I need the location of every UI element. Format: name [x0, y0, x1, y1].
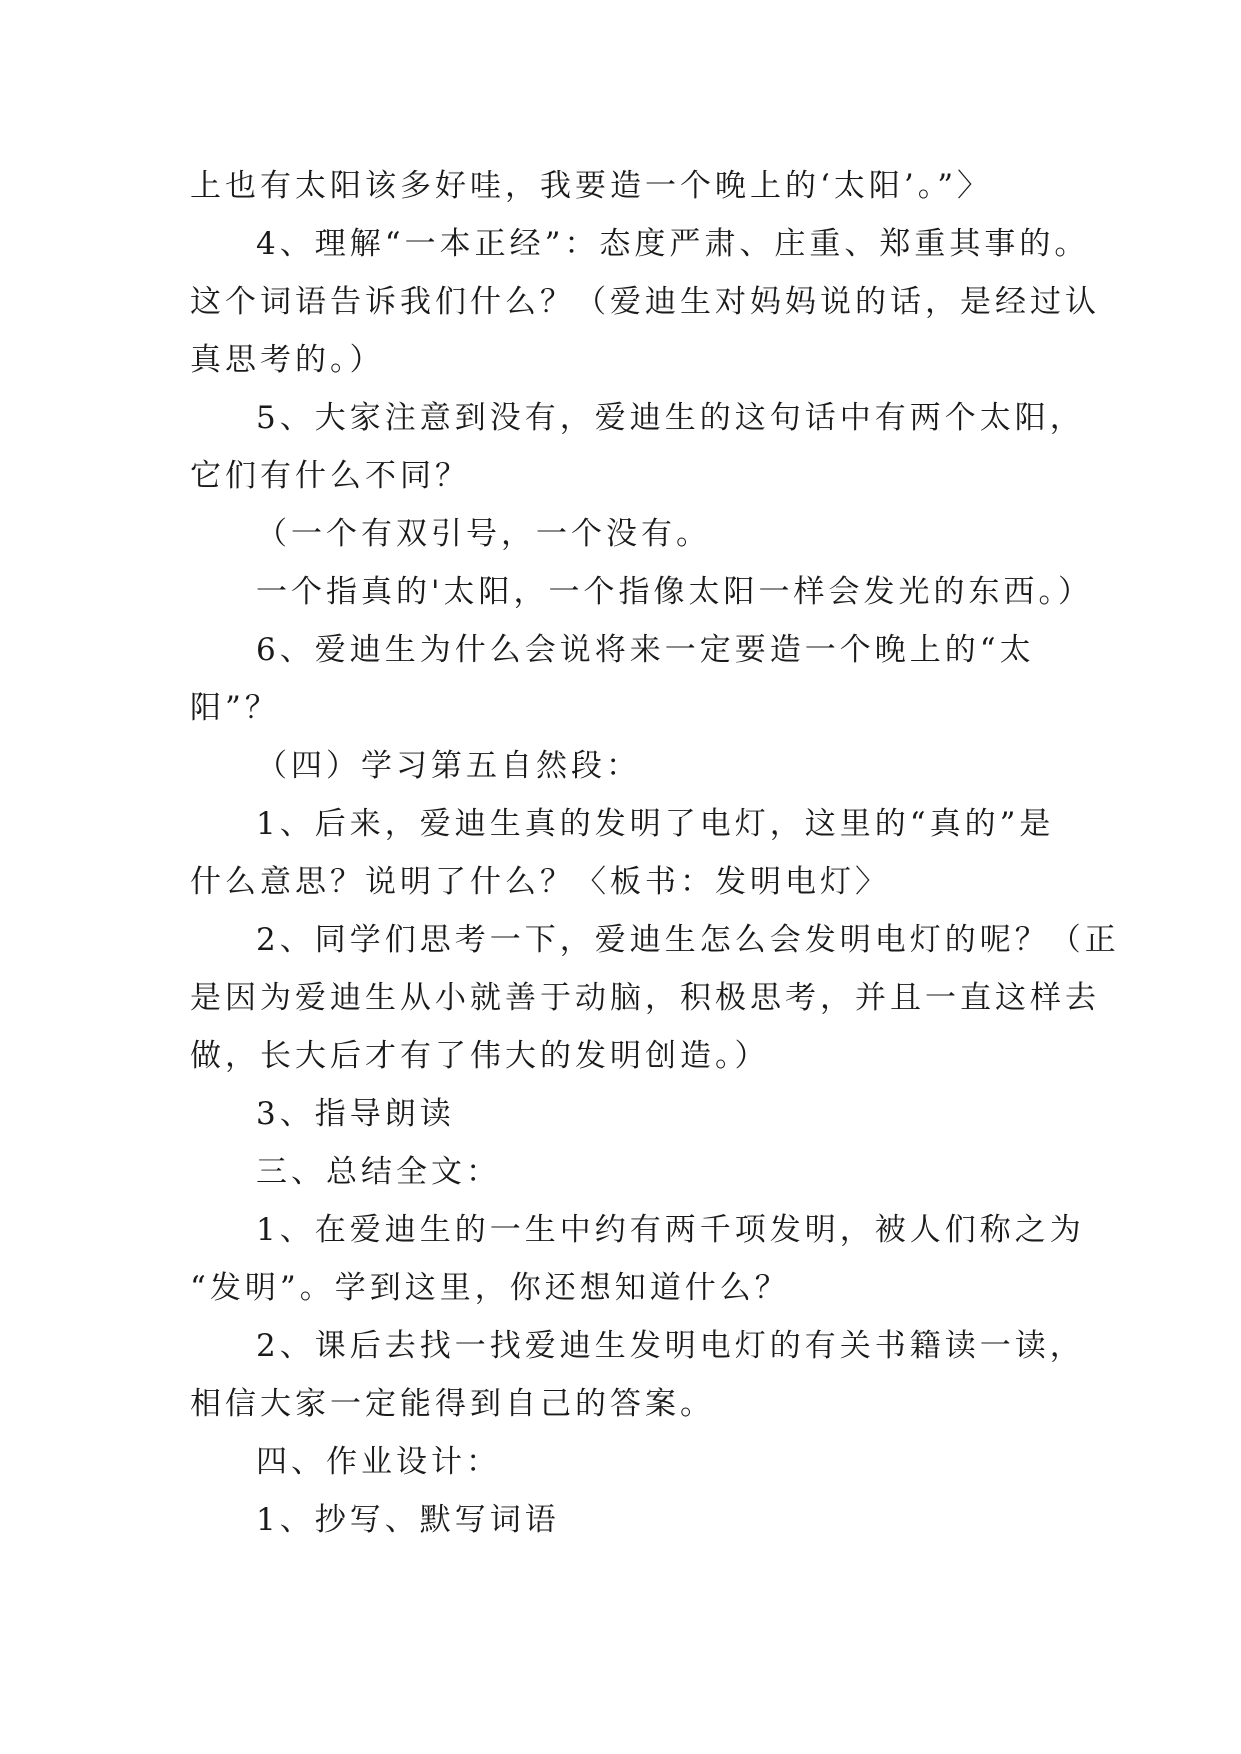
text-line: 一个指真的'太阳，一个指像太阳一样会发光的东西。）: [256, 574, 1094, 610]
section-heading: 四、作业设计：: [256, 1444, 501, 1480]
text-line: 做，长大后才有了伟大的发明创造。）: [190, 1038, 770, 1074]
text-line: 1、抄写、默写词语: [256, 1502, 560, 1538]
text-line: 相信大家一定能得到自己的答案。: [190, 1386, 715, 1422]
text-line: 1、后来，爱迪生真的发明了电灯，这里的“真的”是: [256, 806, 1055, 842]
text-line: （一个有双引号，一个没有。: [256, 516, 711, 552]
text-line: 这个词语告诉我们什么？（爱迪生对妈妈说的话，是经过认: [190, 284, 1100, 320]
text-line: 2、课后去找一找爱迪生发明电灯的有关书籍读一读，: [256, 1328, 1085, 1364]
text-line: 真思考的。）: [190, 342, 385, 378]
text-line: 2、同学们思考一下，爱迪生怎么会发明电灯的呢？（正: [256, 922, 1120, 958]
text-line: 3、指导朗读: [256, 1096, 455, 1132]
text-line: 1、在爱迪生的一生中约有两千项发明，被人们称之为: [256, 1212, 1085, 1248]
section-heading: （四）学习第五自然段：: [256, 748, 641, 784]
text-line: 阳”？: [190, 690, 280, 726]
text-line: 6、爱迪生为什么会说将来一定要造一个晚上的“太: [256, 632, 1035, 668]
text-line: 5、大家注意到没有，爱迪生的这句话中有两个太阳，: [256, 400, 1085, 436]
text-line: 上也有太阳该多好哇，我要造一个晚上的‘太阳’。”〉: [190, 168, 993, 204]
section-heading: 三、总结全文：: [256, 1154, 501, 1190]
text-line: 它们有什么不同？: [190, 458, 470, 494]
text-line: “发明”。学到这里，你还想知道什么？: [190, 1270, 790, 1306]
text-line: 4、理解“一本正经”：态度严肃、庄重、郑重其事的。: [256, 226, 1090, 262]
text-line: 是因为爱迪生从小就善于动脑，积极思考，并且一直这样去: [190, 980, 1100, 1016]
text-line: 什么意思？说明了什么？〈板书：发明电灯〉: [190, 864, 890, 900]
